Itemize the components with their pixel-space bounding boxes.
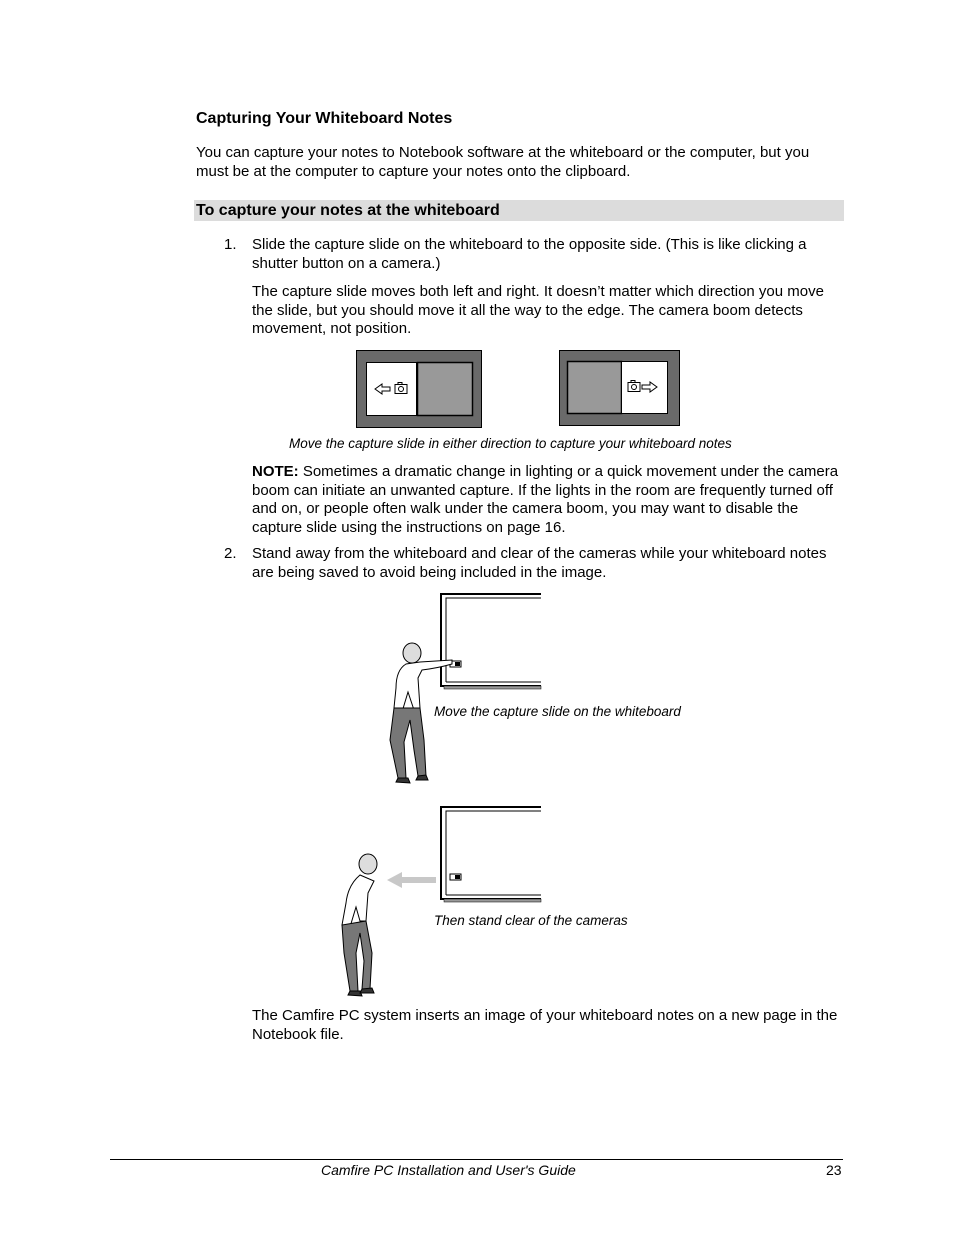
- whiteboard-frame: [441, 594, 541, 689]
- note-label: NOTE:: [252, 463, 299, 480]
- procedure-title: To capture your notes at the whiteboard: [196, 202, 500, 219]
- footer-title: Camfire PC Installation and User's Guide: [321, 1162, 576, 1178]
- figure-caption: Move the capture slide on the whiteboard: [434, 704, 681, 719]
- closing-paragraph: The Camfire PC system inserts an image of your whiteboard notes on a new page in the Notebook file.: [252, 1007, 838, 1043]
- person-standing-clear-figure: [330, 803, 550, 1003]
- capture-slide-right-panel: [560, 351, 680, 426]
- step-detail: The capture slide moves both left and right. It doesn’t matter which direction you move the slide, but you should move it all the way to the edge. The camera boom detects movement, not position.: [252, 283, 824, 337]
- step-number: 1.: [224, 236, 237, 253]
- step-number: 2.: [224, 545, 237, 562]
- section-title: Capturing Your Whiteboard Notes: [196, 110, 453, 127]
- capture-slide-left-panel: [357, 351, 482, 428]
- step-text: Stand away from the whiteboard and clear of the cameras while your whiteboard notes are being saved to avoid being included in the image.: [252, 545, 827, 581]
- left-arrow-icon: [387, 872, 436, 888]
- person-illustration: [342, 854, 377, 996]
- person-at-whiteboard-figure: [380, 590, 550, 790]
- figure-caption: Move the capture slide in either direction to capture your whiteboard notes: [289, 436, 732, 451]
- capture-slide-small: [450, 874, 461, 880]
- capture-slide-figure: [350, 345, 690, 435]
- page-number: 23: [826, 1162, 842, 1178]
- step-text: Slide the capture slide on the whiteboard to the opposite side. (This is like clicking a shutter button on a camera.): [252, 236, 807, 272]
- intro-paragraph: You can capture your notes to Notebook software at the whiteboard or the computer, but you must be at the computer to capture your notes onto the clipboard.: [196, 144, 810, 180]
- figure-caption: Then stand clear of the cameras: [434, 913, 628, 928]
- note-text: Sometimes a dramatic change in lighting or a quick movement under the camera boom can initiate an unwanted capture. If the lights in the room are frequently turned off and on, or people often walk under the camera boom, you may want to disable the capture slide using the instructions on page 16.: [252, 463, 839, 536]
- note-paragraph: [252, 463, 842, 537]
- footer-divider: [110, 1159, 843, 1160]
- whiteboard-frame: [441, 807, 541, 902]
